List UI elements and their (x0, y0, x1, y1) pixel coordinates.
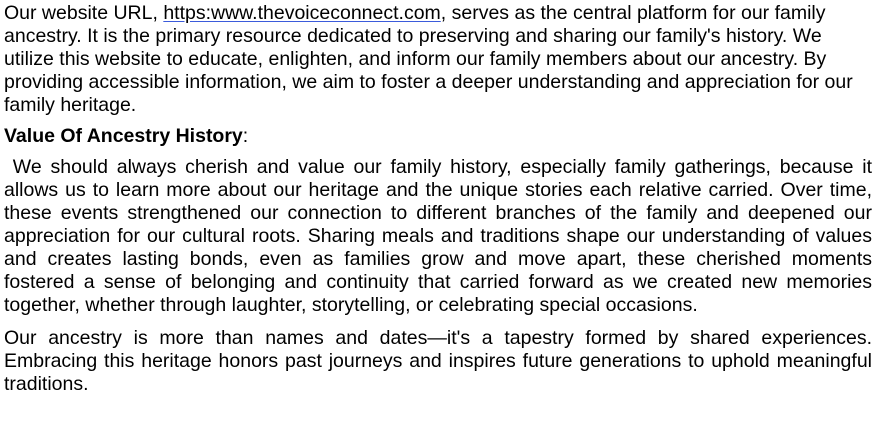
intro-text-before-link: Our website URL, (4, 2, 164, 24)
closing-paragraph: Our ancestry is more than names and dates—it's a tapestry formed by shared experiences. Embracing this heritage honors past journeys and inspires future generations to uphold meaningful traditions. (4, 327, 872, 395)
section-heading-text: Value Of Ancestry History (4, 125, 243, 147)
document-body (4, 2, 878, 396)
section-heading-colon: : (242, 125, 249, 147)
intro-paragraph (4, 2, 872, 117)
section-heading (4, 125, 872, 148)
value-paragraph: We should always cherish and value our family history, especially family gatherings, because it allows us to learn more about our heritage and the unique stories each relative carried. Over time, these events strengthened our connection to different branches of the family and deepened our appreciation for our cultural roots. Sharing meals and traditions shape our understanding of values and creates lasting bonds, even as families grow and move apart, these cherished moments fostered a sense of belonging and continuity that carried forward as we created new memories together, whether through laughter, storytelling, or celebrating special occasions. (4, 156, 878, 316)
website-url-link[interactable]: https:www.thevoiceconnect.com (163, 2, 441, 24)
intro-text-after-link: , serves as the central platform for our family ancestry. It is the primary resource dedicated to preserving and sharing our family's history. We utilize this website to educate, enlighten, and inform our family members about our ancestry. By providing accessible information, we aim to foster a deeper understanding and appreciation for our family heritage. (4, 2, 853, 116)
